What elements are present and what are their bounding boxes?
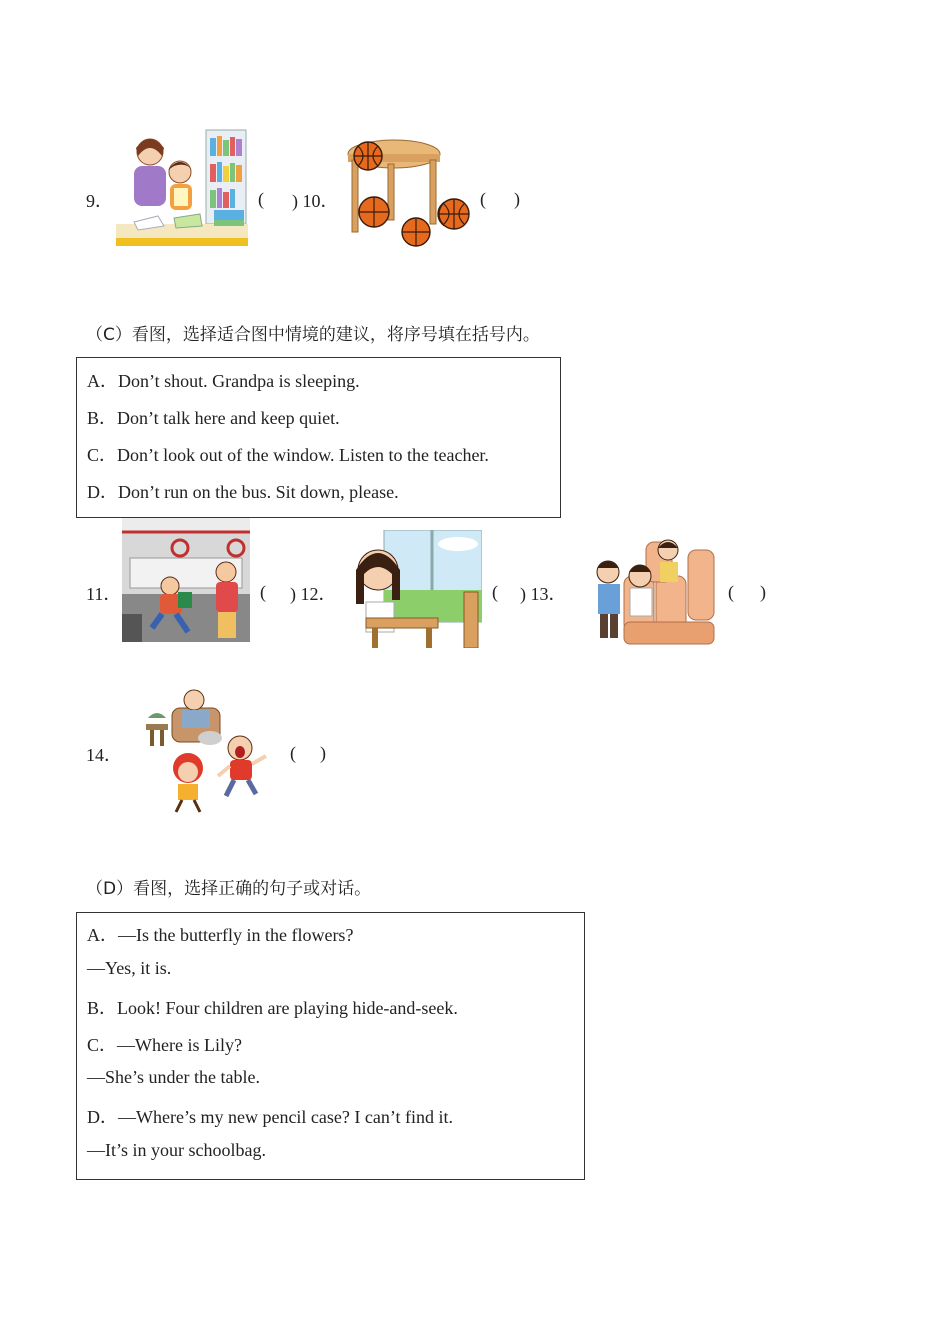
section-c-heading: （C）看图，选择适合图中情境的建议，将序号填在括号内。 [86, 325, 540, 345]
option-d-line-1: D．—Where’s my new pencil case? I can’t find it. [87, 1107, 454, 1127]
option-a-line-2: —Yes, it is. [87, 958, 172, 978]
question-11-number: 11． [86, 584, 122, 604]
answer-paren-11-open[interactable]: ( [260, 582, 266, 602]
answer-paren-14-close: ) [320, 743, 326, 763]
section-c-options-box [76, 357, 561, 518]
option-d: D．Don’t run on the bus. Sit down, please. [87, 482, 399, 502]
question-13-number: ) 13． [520, 584, 567, 604]
option-c-line-2: —She’s under the table. [87, 1067, 260, 1087]
mother-daughter-reading-illustration [114, 126, 248, 248]
shouting-grandpa-illustration [142, 686, 272, 816]
answer-paren-14-open[interactable]: ( [290, 743, 296, 763]
question-12-number: ) 12． [290, 584, 337, 604]
answer-paren-10-close: ) [514, 189, 520, 209]
option-d-line-2: —It’s in your schoolbag. [87, 1140, 266, 1160]
basketball-icon [436, 196, 472, 232]
option-a: A．Don’t shout. Grandpa is sleeping. [87, 371, 360, 391]
question-14-number: 14． [86, 745, 122, 765]
question-10-number: ) 10． [292, 191, 339, 211]
question-9-number: 9． [86, 191, 113, 211]
answer-paren-12-open[interactable]: ( [492, 582, 498, 602]
answer-paren-13-open[interactable]: ( [728, 582, 734, 602]
cinema-seats-illustration [584, 536, 716, 648]
option-c: C．Don’t look out of the window. Listen to the teacher. [87, 445, 489, 465]
option-a-line-1: A．—Is the butterfly in the flowers? [87, 925, 354, 945]
bus-running-illustration [122, 518, 250, 642]
classroom-window-illustration [342, 530, 482, 648]
basketballs-around-table-illustration [344, 136, 444, 248]
section-d-heading: （D）看图，选择正确的句子或对话。 [86, 879, 372, 899]
option-b-line: B．Look! Four children are playing hide-and-seek. [87, 998, 458, 1018]
section-d-options-box [76, 912, 585, 1180]
answer-paren-10-open[interactable]: ( [480, 189, 486, 209]
option-b: B．Don’t talk here and keep quiet. [87, 408, 340, 428]
answer-paren-9-open[interactable]: ( [258, 189, 264, 209]
option-c-line-1: C．—Where is Lily? [87, 1035, 242, 1055]
answer-paren-13-close: ) [760, 582, 766, 602]
